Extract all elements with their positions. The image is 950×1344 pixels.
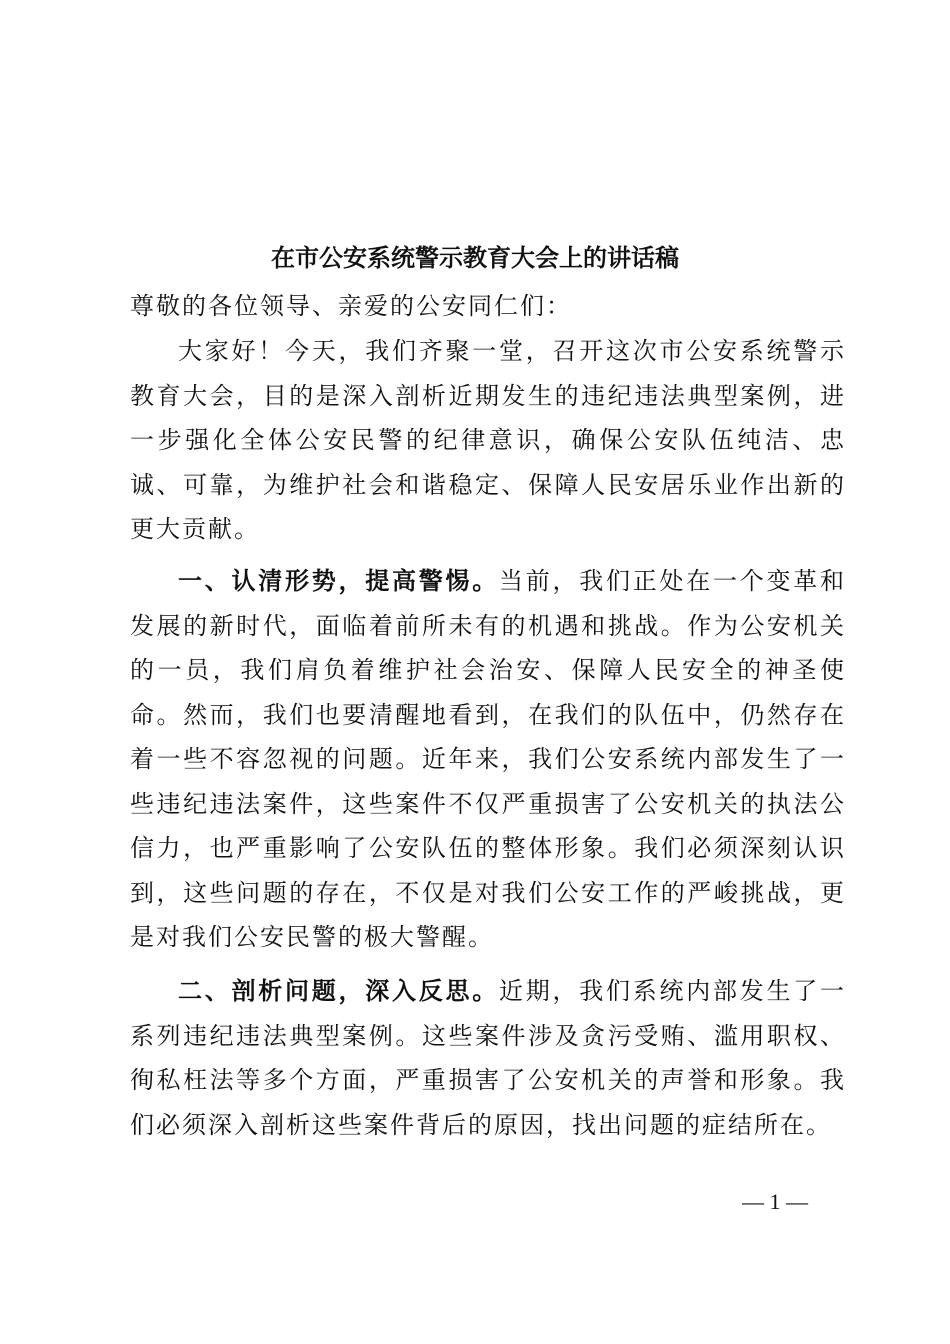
paragraph-section-two: [130, 969, 846, 1147]
section-one-heading: 一、认清形势，提高警惕。: [178, 566, 499, 595]
paragraph-intro: [130, 329, 846, 552]
section-two-heading: 二、剖析问题，深入反思。: [178, 976, 499, 1005]
document-title: 在市公安系统警示教育大会上的讲话稿: [271, 243, 679, 272]
salutation: 尊敬的各位领导、亲爱的公安同仁们：: [130, 292, 572, 320]
paragraph-intro-text: 大家好！今天，我们齐聚一堂，召开这次市公安系统警示教育大会，目的是深入剖析近期发生的违纪违法典型案例，进一步强化全体公安民警的纪律意识，确保公安队伍纯洁、忠诚、可靠，为维护社会和谐稳定、保障人民安居乐业作出新的更大贡献。: [130, 337, 846, 543]
section-two-text: 近期，我们系统内部发生了一系列违纪违法典型案例。这些案件涉及贪污受贿、滥用职权、徇私枉法等多个方面，严重损害了公安机关的声誉和形象。我们必须深入剖析这些案件背后的原因，找出问题的症结所在。: [130, 977, 846, 1139]
section-one-text: 当前，我们正处在一个变革和发展的新时代，面临着前所未有的机遇和挑战。作为公安机关的一员，我们肩负着维护社会治安、保障人民安全的神圣使命。然而，我们也要清醒地看到，在我们的队伍中，仍然存在着一些不容忽视的问题。近年来，我们公安系统内部发生了一些违纪违法案件，这些案件不仅严重损害了公安机关的执法公信力，也严重影响了公安队伍的整体形象。我们必须深刻认识到，这些问题的存在，不仅是对我们公安工作的严峻挑战，更是对我们公安民警的极大警醒。: [130, 567, 846, 951]
paragraph-section-one: [130, 559, 846, 960]
page-number: — 1 —: [742, 1189, 808, 1214]
